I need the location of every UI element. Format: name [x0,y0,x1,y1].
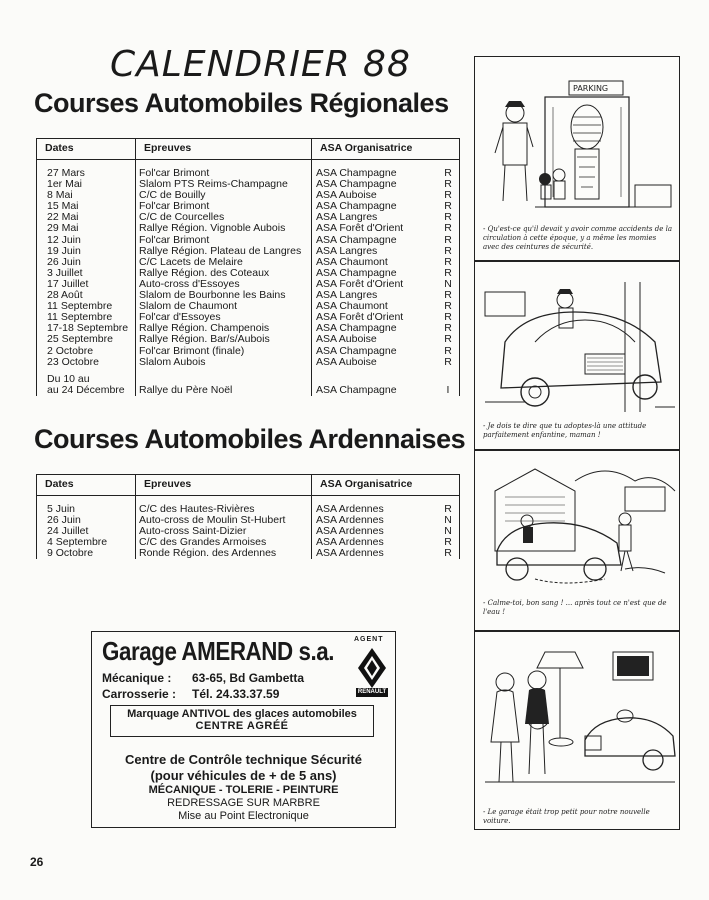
table-row [37,537,459,548]
table-row [37,279,459,290]
cartoon-caption-1: - Qu'est-ce qu'il devait y avoir comme accidents de la circulation à cette époque, y a même les momies avec des ceintures de sécurité. [483,225,672,251]
asa-cell: ASA Forêt d'Orient [316,311,404,324]
control-subtitle: (pour véhicules de + de 5 ans) [150,768,337,783]
asa-cell: ASA Forêt d'Orient [316,277,404,290]
table-row [37,246,459,257]
garage-advertisement [91,631,396,828]
event-cell: Fol'car Brimont (finale) [136,346,312,357]
event-cell: C/C des Hautes-Rivières [136,504,312,515]
event-cell: Fol'car Brimont [136,235,312,246]
column-header-epreuves: Epreuves [136,475,312,495]
centre-agree-text: CENTRE AGRÉÉ [195,720,289,732]
cartoon-museum-illustration [475,57,680,222]
cartoon-panel-car-wash [474,450,680,631]
asa-cell: ASA Champagne [316,200,397,213]
date-cell: 4 Septembre [37,537,136,548]
code-cell: R [444,547,452,560]
event-cell: Rallye Région. Bar/s/Aubois [136,334,312,345]
code-cell: R [444,536,452,549]
event-cell: Auto-cross d'Essoyes [136,279,312,290]
date-cell: 22 Mai [37,212,136,223]
cartoon-panel-car-police [474,261,680,450]
electronique-text: Mise au Point Electronique [178,810,309,822]
event-cell: Rallye Région. Plateau de Langres [136,246,312,257]
event-cell: Slalom de Chaumont [136,301,312,312]
code-cell: R [444,503,452,515]
asa-cell: ASA Langres [316,289,378,302]
table-row [37,548,459,559]
antivol-text: Marquage ANTIVOL des glaces automobiles [127,708,357,720]
code-cell: R [444,244,452,257]
code-cell: R [444,255,452,268]
event-cell: Slalom de Bourbonne les Bains [136,290,312,301]
garage-phone: Tél. 24.33.37.59 [192,687,280,701]
date-cell: 8 Mai [37,190,136,201]
page-number: 26 [30,855,44,869]
asa-cell: ASA Auboise [316,333,377,346]
column-header-dates: Dates [37,475,136,495]
code-cell: R [444,167,452,179]
date-cell: 29 Mai [37,223,136,234]
date-cell: 5 Juin [37,504,136,515]
date-cell: 9 Octobre [37,548,136,559]
code-cell: R [444,344,452,357]
asa-cell: ASA Champagne [316,344,397,357]
regional-table-header [37,139,459,160]
asa-cell: ASA Champagne [316,178,397,191]
date-cell: 26 Juin [37,257,136,268]
cartoon-caption-2: - Je dois te dire que tu adoptes-là une attitude parfaitement enfantine, maman ! [483,422,647,439]
event-cell: Ronde Région. des Ardennes [136,548,312,559]
date-cell: 12 Juin [37,235,136,246]
code-cell: R [444,322,452,335]
asa-cell: ASA Langres [316,211,378,224]
cartoon-caption-3: - Calme-toi, bon sang ! ... après tout ce n'est que de l'eau ! [483,599,667,616]
event-cell: Fol'car Brimont [136,168,312,179]
code-cell: R [444,289,452,302]
event-cell: Rallye Région. des Coteaux [136,268,312,279]
code-cell: R [444,200,452,213]
column-header-asa: ASA Organisatrice [320,478,413,490]
asa-cell: ASA Ardennes [316,536,384,549]
asa-cell: ASA Champagne [316,233,397,246]
date-cell: Du 10 au [37,374,136,385]
date-cell: 24 Juillet [37,526,136,537]
table-row [37,223,459,234]
regional-section-title: Courses Automobiles Régionales [34,88,449,118]
event-cell: C/C de Bouilly [136,190,312,201]
renault-badge: RENAULT [357,689,387,695]
table-row [37,334,459,345]
code-cell: R [444,300,452,313]
ardennes-section-title: Courses Automobiles Ardennaises [34,424,466,454]
date-cell: 23 Octobre [37,357,136,368]
date-cell: 11 Septembre [37,301,136,312]
event-cell: Auto-cross de Moulin St-Hubert [136,515,312,526]
cartoon-panel-living-room [474,631,680,830]
page-title: CALENDRIER 88 [110,44,411,85]
mecanique-label: Mécanique : [102,671,172,685]
date-cell: 1er Mai [37,179,136,190]
date-cell: 2 Octobre [37,346,136,357]
code-cell: N [444,277,452,290]
garage-address: 63-65, Bd Gambetta [192,671,305,685]
asa-cell: ASA Ardennes [316,503,384,515]
code-cell: I [446,383,450,396]
ardennes-table-header [37,475,459,496]
column-header-epreuves: Epreuves [136,139,312,159]
event-cell: Slalom PTS Reims-Champagne [136,179,312,190]
date-cell: 19 Juin [37,246,136,257]
control-title: Centre de Contrôle technique Sécurité [125,752,362,767]
asa-cell: ASA Ardennes [316,525,384,538]
asa-cell: ASA Langres [316,244,378,257]
date-cell: 11 Septembre [37,312,136,323]
code-cell: R [444,355,452,368]
event-cell: C/C Lacets de Melaire [136,257,312,268]
cartoon-living-room-illustration [475,632,680,802]
table-row [37,235,459,246]
asa-cell: ASA Chaumont [316,300,388,313]
asa-cell: ASA Chaumont [316,255,388,268]
cartoon-car-illustration [475,262,680,422]
event-cell: Fol'car d'Essoyes [136,312,312,323]
code-cell: R [444,189,452,202]
date-cell: 3 Juillet [37,268,136,279]
table-row [37,504,459,515]
agent-label: AGENT [354,636,384,643]
column-header-dates: Dates [37,139,136,159]
carrosserie-label: Carrosserie : [102,687,177,701]
asa-cell: ASA Ardennes [316,547,384,560]
event-cell: Rallye Région. Vignoble Aubois [136,223,312,234]
event-cell: Slalom Aubois [136,357,312,368]
event-cell: C/C des Grandes Armoises [136,537,312,548]
date-cell: 27 Mars [37,168,136,179]
date-cell: 17 Juillet [37,279,136,290]
table-row [37,179,459,190]
code-cell: R [444,266,452,279]
code-cell: R [444,311,452,324]
date-cell: 15 Mai [37,201,136,212]
code-cell: N [444,525,452,538]
date-cell: 28 Août [37,290,136,301]
date-cell: 17-18 Septembre [37,323,136,334]
code-cell: R [444,333,452,346]
date-cell: 26 Juin [37,515,136,526]
table-row [37,515,459,526]
ardennes-table [36,474,460,559]
code-cell: R [444,233,452,246]
code-cell: R [444,222,452,235]
antivol-box [110,705,374,737]
asa-cell: ASA Champagne [316,266,397,279]
parking-sign-text: PARKING [573,84,609,93]
asa-cell: ASA Champagne [316,167,397,179]
redressage-text: REDRESSAGE SUR MARBRE [167,797,320,809]
garage-name: Garage AMERAND s.a. [102,636,335,666]
asa-cell: ASA Champagne [316,322,397,335]
services-text: MÉCANIQUE - TOLERIE - PEINTURE [148,784,339,796]
cartoon-caption-4: - Le garage était trop petit pour notre nouvelle voiture. [483,808,650,825]
asa-cell: ASA Champagne [316,383,397,396]
date-cell: au 24 Décembre [37,385,136,396]
code-cell: R [444,178,452,191]
asa-cell: ASA Ardennes [316,514,384,527]
asa-cell: ASA Auboise [316,355,377,368]
event-cell: Auto-cross Saint-Dizier [136,526,312,537]
cartoon-panel-museum [474,56,680,261]
code-cell: R [444,211,452,224]
event-cell: C/C de Courcelles [136,212,312,223]
column-header-asa: ASA Organisatrice [320,142,413,154]
event-cell: Rallye du Père Noël [136,385,312,396]
code-cell: N [444,514,452,527]
regional-table [36,138,460,396]
table-row [37,357,459,368]
table-row [37,201,459,212]
asa-cell: ASA Auboise [316,189,377,202]
table-row-last-2 [37,385,459,396]
table-row [37,346,459,357]
event-cell: Fol'car Brimont [136,201,312,212]
asa-cell: ASA Forêt d'Orient [316,222,404,235]
date-cell: 25 Septembre [37,334,136,345]
event-cell: Rallye Région. Champenois [136,323,312,334]
cartoon-wash-illustration [475,451,680,601]
